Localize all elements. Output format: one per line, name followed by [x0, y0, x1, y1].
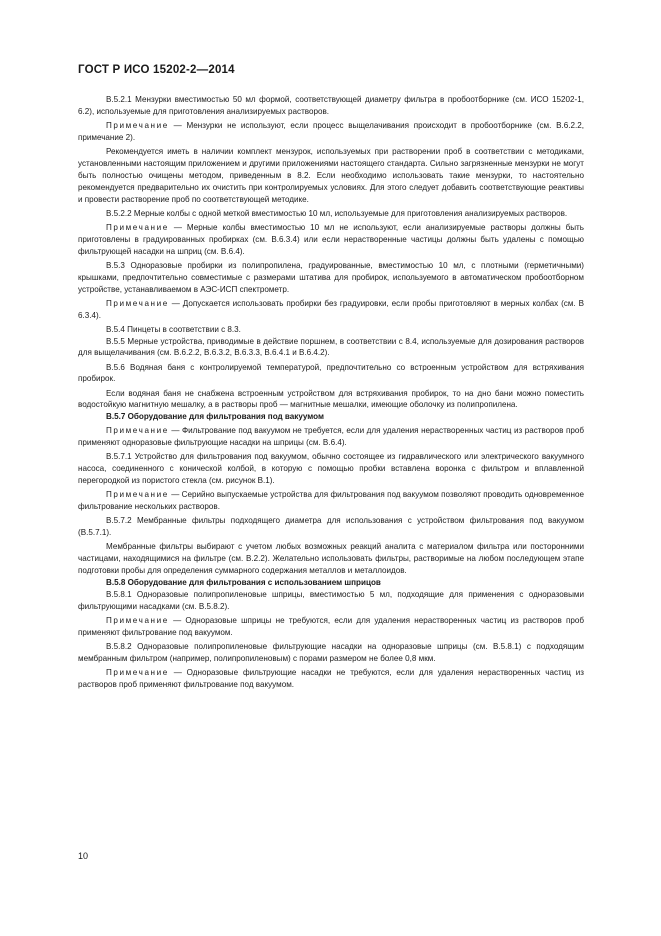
section-heading-b-5-8: B.5.8 Оборудование для фильтрования с использованием шприцов — [106, 578, 381, 588]
page-number: 10 — [78, 851, 89, 861]
note-label: Примечание — [106, 121, 169, 130]
note-paragraph: Примечание — Одноразовые фильтрующие насадки не требуются, если для удаления нерастворенных частиц из растворов проб применяют фильтрование под вакуумом. — [78, 667, 584, 689]
body-paragraph: Если водяная баня не снабжена встроенным устройством для встряхивания пробирок, то на дно бани можно поместить водостойкую магнитную мешалку, а в растворы проб — магнитные мешалки, имеющие оболочку из полипропилена. — [78, 388, 584, 410]
paragraph-b-5-3: B.5.3 Одноразовые пробирки из полипропилена, градуированные, вместимостью 10 мл, с плотными (герметичными) крышками, предпочтительно совместимые с размерами штатива для пробирок, используемого в автоматическом пробоотборном устройстве, устанавливаемом в АЭС-ИСП спектрометр. — [78, 260, 584, 294]
page-header: ГОСТ Р ИСО 15202-2—2014 — [78, 64, 235, 76]
document-body — [78, 94, 584, 693]
paragraph-b-5-2-2: B.5.2.2 Мерные колбы с одной меткой вместимостью 10 мл, используемые для приготовления анализируемых растворов. — [106, 208, 568, 218]
note-label: Примечание — [106, 667, 169, 677]
note-label: Примечание — [106, 222, 169, 232]
note-paragraph: Примечание — Мензурки не используют, если процесс выщелачивания происходит в пробоотборнике (см. B.6.2.2, примечание 2). — [78, 121, 584, 142]
paragraph-b-5-4: B.5.4 Пинцеты в соответствии с 8.3. — [106, 324, 241, 334]
note-paragraph: Примечание — Фильтрование под вакуумом не требуется, если для удаления нерастворенных частиц из растворов проб применяют одноразовые фильтрующие насадки на шприцы (см. B.6.4). — [78, 426, 584, 448]
paragraph-b-5-7-1: B.5.7.1 Устройство для фильтрования под вакуумом, обычно состоящее из гидравлического или электрического вакуумного насоса, соединенного с конической колбой, в которую с помощью пробки вставлена воронка с фильтром и вплавленной перегородкой из пористого стекла (см. рисунок B.1). — [78, 452, 584, 486]
note-paragraph: Примечание — Серийно выпускаемые устройства для фильтрования под вакуумом позволяют проводить одновременное фильтрование нескольких растворов. — [78, 490, 584, 512]
note-label: Примечание — [106, 298, 169, 308]
note-paragraph: Примечание — Одноразовые шприцы не требуются, если для удаления нерастворенных частиц из растворов проб применяют фильтрование под вакуумом. — [78, 615, 584, 637]
body-paragraph: Мембранные фильтры выбирают с учетом любых возможных реакций аналита с материалом фильтра или посторонними частицами, находящимися на фильтре (см. B.2.2). Желательно использовать фильтры, растворимые на любом последующем этапе подготовки пробы для определения суммарного содержания металлов и металлоидов. — [78, 542, 584, 576]
note-label: Примечание — [106, 615, 169, 625]
paragraph-b-5-2-1: B.5.2.1 Мензурки вместимостью 50 мл формой, соответствующей диаметру фильтра в пробоотборнике (см. ИСО 15202-1, 6.2), используемые для приготовления анализируемых растворов. — [78, 95, 584, 116]
body-paragraph: Рекомендуется иметь в наличии комплект мензурок, используемых при растворении проб в соответствии с методиками, установленными настоящим приложением и другими приложениями настоящего стандарта. Сильно загрязненные мензурки не могут быть полностью очищены методом, приведенным в 8.2. Если необходимо использовать такие мензурки, то настоятельно рекомендуется предварительно их очистить при контролируемых условиях. Для этого следует добавить соответствующие реактивы и провести растворение проб по соответствующей методике. — [78, 147, 584, 204]
paragraph-b-5-7-2: B.5.7.2 Мембранные фильтры подходящего диаметра для использования с устройством фильтрования под вакуумом (B.5.7.1). — [78, 516, 584, 538]
note-paragraph: Примечание — Допускается использовать пробирки без градуировки, если пробы приготовляют в мерных колбах (см. B 6.3.4). — [78, 298, 584, 320]
paragraph-b-5-8-1: B.5.8.1 Одноразовые полипропиленовые шприцы, вместимостью 5 мл, подходящие для применения с одноразовыми фильтрующими насадками (см. B.5.8.2). — [78, 589, 584, 611]
paragraph-b-5-8-2: B.5.8.2 Одноразовые полипропиленовые фильтрующие насадки на одноразовые шприцы (см. B.5.8.1) с подходящим мембранным фильтром (например, полипропиленовым) с порами размером не более 0,8 мкм. — [78, 641, 584, 663]
paragraph-b-5-5: B.5.5 Мерные устройства, приводимые в действие поршнем, в соответствии с 8.4, используемые для дозирования растворов для выщелачивания (см. B.6.2.2, B.6.3.2, B.6.3.3, B.6.4.1 и B.6.4.2). — [78, 336, 584, 358]
note-label: Примечание — [106, 426, 169, 436]
note-paragraph: Примечание — Мерные колбы вместимостью 10 мл не используют, если анализируемые растворы должны быть приготовлены в градуированных пробирках (см. B.6.3.4) или если нерастворенные частицы должны быть удалены с помощью фильтрующей насадки на шприц (см. B.6.4). — [78, 222, 584, 256]
note-label: Примечание — [106, 490, 169, 500]
section-heading-b-5-7: B.5.7 Оборудование для фильтрования под вакуумом — [106, 412, 324, 422]
paragraph-b-5-6: B.5.6 Водяная баня с контролируемой температурой, предпочтительно со встроенным устройством для встряхивания пробирок. — [78, 362, 584, 384]
